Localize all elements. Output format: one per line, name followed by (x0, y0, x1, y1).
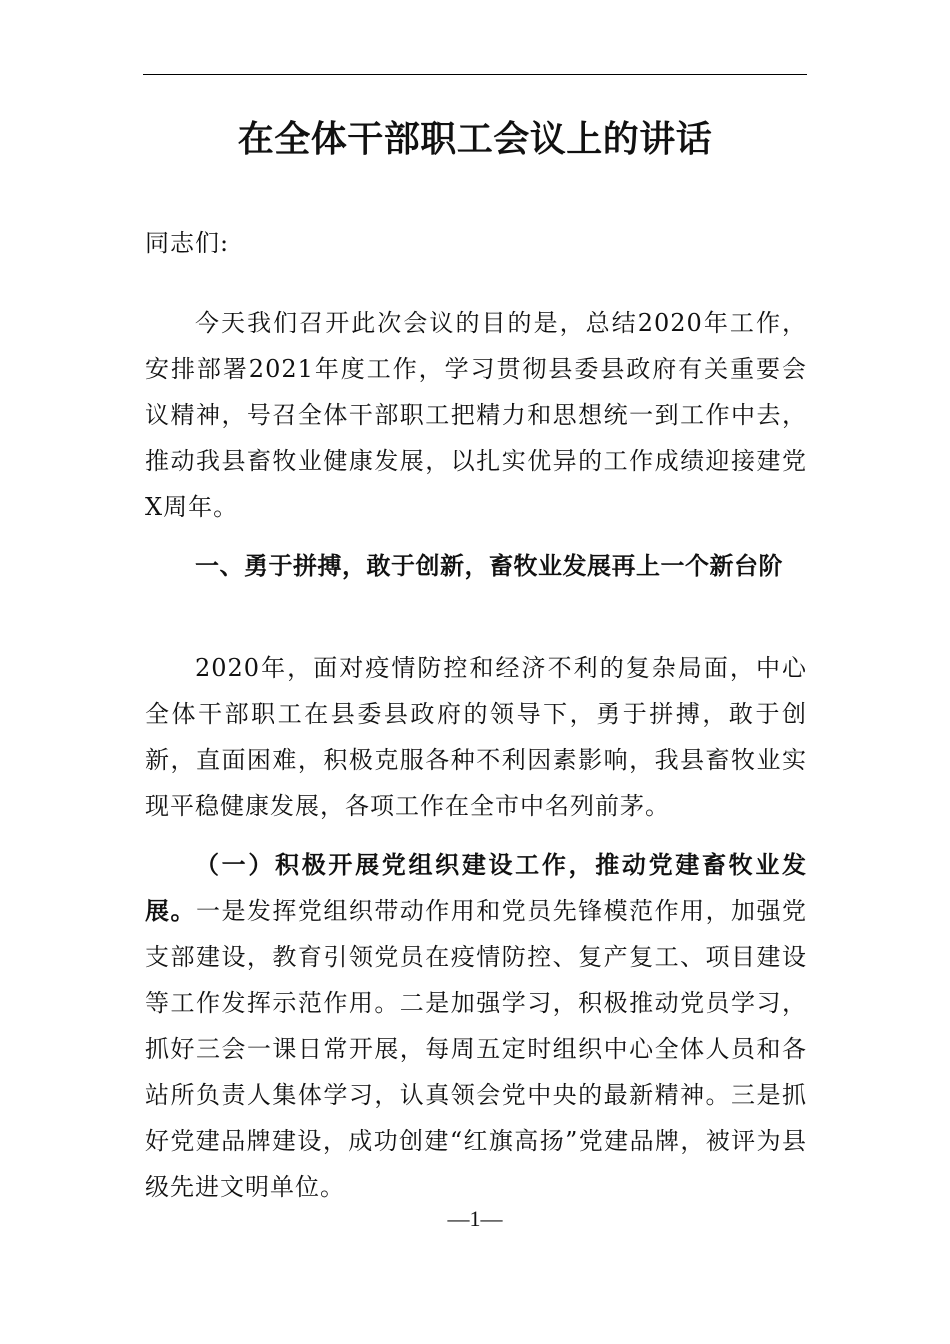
document-title: 在全体干部职工会议上的讲话 (237, 119, 713, 160)
page-number: —1— (447, 1206, 503, 1231)
salutation: 同志们: (145, 229, 230, 257)
subsection-heading: （一）积极开展党组织建设工作，推动党建畜牧业发展。 (145, 850, 807, 925)
subsection-body: 一是发挥党组织带动作用和党员先锋模范作用，加强党支部建设，教育引领党员在疫情防控、复产复工、项目建设等工作发挥示范作用。二是加强学习，积极推动党员学习，抓好三会一课日常开展，每周五定时组织中心全体人员和各站所负责人集体学习，认真领会党中央的最新精神。三是抓好党建品牌建设，成功创建“红旗高扬”党建品牌，被评为县级先进文明单位。 (145, 897, 808, 1201)
subsection-paragraph (145, 842, 807, 1210)
section-paragraph: 2020年，面对疫情防控和经济不利的复杂局面，中心全体干部职工在县委县政府的领导下，勇于拼搏，敢于创新，直面困难，积极克服各种不利因素影响，我县畜牧业实现平稳健康发展，各项工作在全市中名列前茅。 (145, 654, 807, 820)
opening-paragraph: 今天我们召开此次会议的目的是，总结2020年工作，安排部署2021年度工作，学习贯彻县委县政府有关重要会议精神，号召全体干部职工把精力和思想统一到工作中去，推动我县畜牧业健康发展，以扎实优异的工作成绩迎接建党X周年。 (145, 309, 807, 521)
header-rule (143, 74, 807, 75)
section-heading: 一、勇于拼搏，敢于创新，畜牧业发展再上一个新台阶 (195, 552, 783, 580)
